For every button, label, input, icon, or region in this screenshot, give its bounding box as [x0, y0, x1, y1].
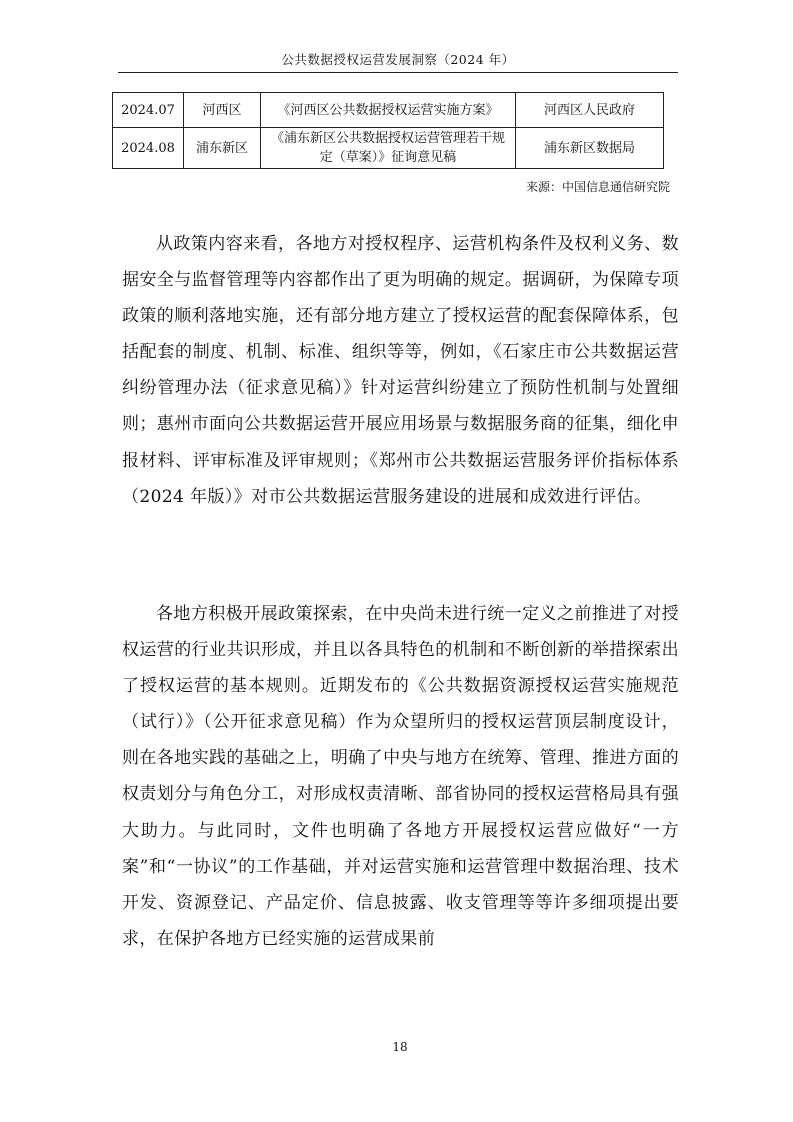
source-note: 来源：中国信息通信研究院 — [525, 180, 670, 194]
table-row — [113, 128, 664, 169]
issuer-cell: 河西区人民政府 — [516, 93, 664, 128]
running-header: 公共数据授权运营发展洞察（2024 年） — [281, 52, 515, 67]
date-cell: 2024.07 — [113, 93, 184, 128]
issuer-cell: 浦东新区数据局 — [516, 128, 664, 169]
document-cell: 《浦东新区公共数据授权运营管理若干规定（草案）》征询意见稿 — [261, 128, 516, 169]
header-divider — [118, 72, 678, 73]
page-number: 18 — [392, 1040, 408, 1054]
region-cell: 浦东新区 — [184, 128, 261, 169]
body-paragraph: 各地方积极开展政策探索，在中央尚未进行统一定义之前推进了对授权运营的行业共识形成，并且以各具特色的机制和不断创新的举措探索出了授权运营的基本规则。近期发布的《公共数据资源授权运营实施规范（试行）》（公开征求意见稿）作为众望所归的授权运营顶层制度设计，则在各地实践的基础之上，明确了中央与地方在统筹、管理、推进方面的权责划分与角色分工，对形成权责清晰、部省协同的授权运营格局具有强大助力。与此同时，文件也明确了各地方开展授权运营应做好“一方案”和“一协议”的工作基础，并对运营实施和运营管理中数据治理、技术开发、资源登记、产品定价、信息披露、收支管理等等许多细项提出要求，在保护各地方已经实施的运营成果前 — [122, 604, 679, 949]
policy-table — [112, 92, 664, 169]
document-cell: 《河西区公共数据授权运营实施方案》 — [261, 93, 516, 128]
table-row — [113, 93, 664, 128]
region-cell: 河西区 — [184, 93, 261, 128]
date-cell: 2024.08 — [113, 128, 184, 169]
body-paragraph: 从政策内容来看，各地方对授权程序、运营机构条件及权利义务、数据安全与监督管理等内容都作出了更为明确的规定。据调研，为保障专项政策的顺利落地实施，还有部分地方建立了授权运营的配套保障体系，包括配套的制度、机制、标准、组织等等，例如，《石家庄市公共数据运营纠纷管理办法（征求意见稿）》针对运营纠纷建立了预防性机制与处置细则；惠州市面向公共数据运营开展应用场景与数据服务商的征集，细化申报材料、评审标准及评审规则；《郑州市公共数据运营服务评价指标体系（2024 年版）》对市公共数据运营服务建设的进展和成效进行评估。 — [122, 234, 679, 507]
